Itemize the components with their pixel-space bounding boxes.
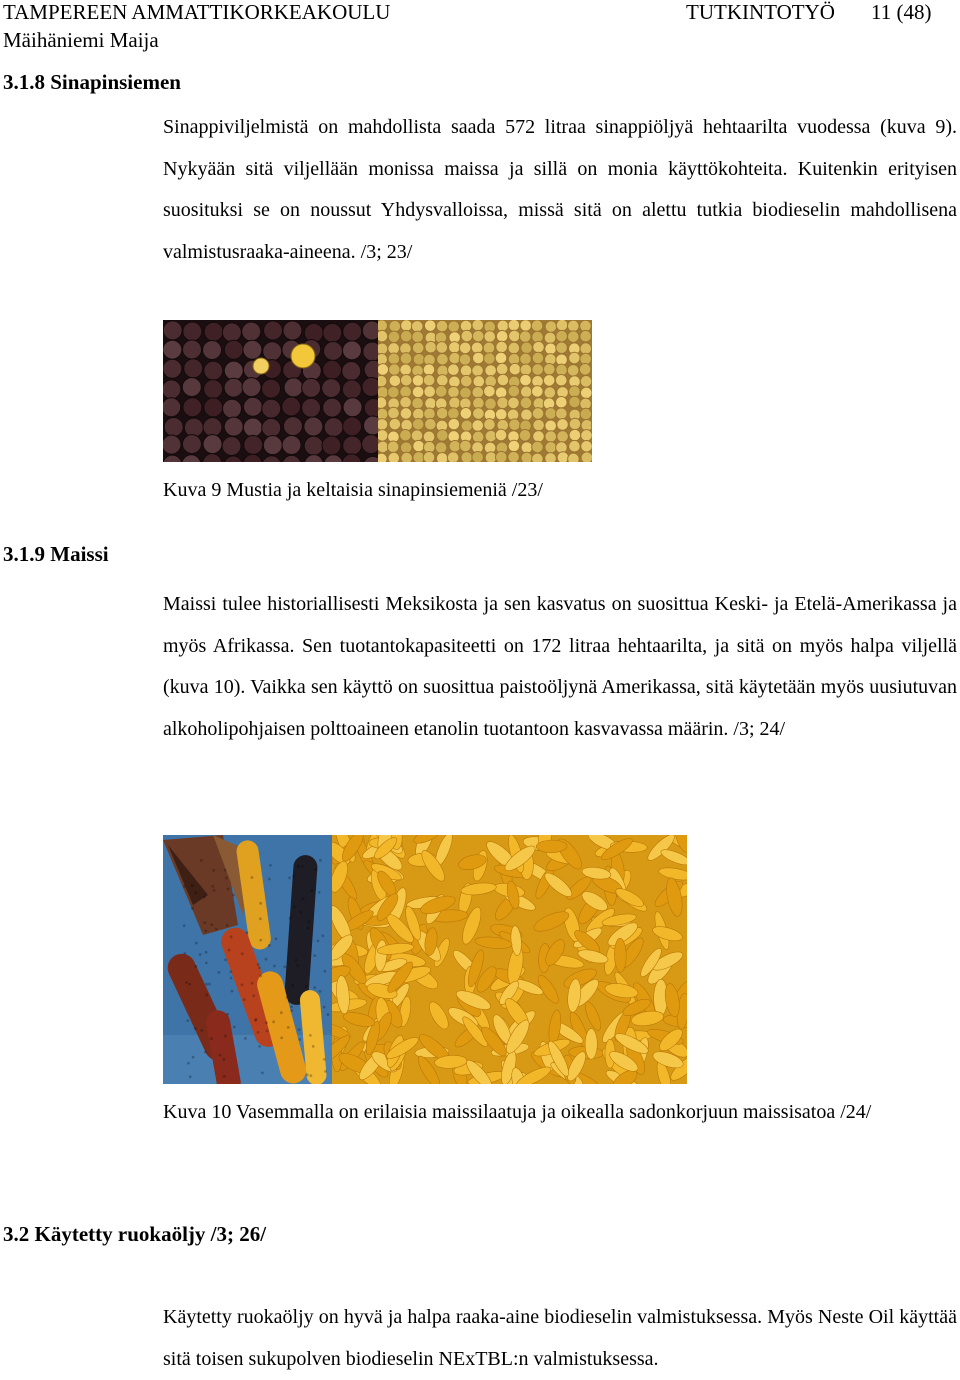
figure-9-caption: Kuva 9 Mustia ja keltaisia sinapinsiemeniä /23/ [163,470,957,512]
black-mustard-seeds-image [163,320,378,462]
header-author: Mäihäniemi Maija [3,28,159,53]
header-doc-type: TUTKINTOTYÖ [686,0,835,25]
header-institution: TAMPEREEN AMMATTIKORKEAKOULU [3,0,390,25]
corn-harvest-image [332,835,687,1084]
corn-varieties-image [163,835,332,1084]
figure-10-caption: Kuva 10 Vasemmalla on erilaisia maissilaatuja ja oikealla sadonkorjuun maissisatoa /24/ [163,1092,957,1134]
yellow-mustard-seeds-image [378,320,592,462]
section-heading-3-2: 3.2 Käytetty ruokaöljy /3; 26/ [3,1222,266,1247]
section-heading-3-1-9: 3.1.9 Maissi [3,542,109,567]
section-3-1-9-paragraph: Maissi tulee historiallisesti Meksikosta ja sen kasvatus on suosittua Keski- ja Etelä-Amerikassa ja myös Afrikassa. Sen tuotantokapasiteetti on 172 litraa hehtaarilta, ja sitä on myös halpa viljellä (kuva 10). Vaikka sen käyttö on suosittua paistoöljynä Amerikassa, sitä käytetään myös uusiutuvan alkoholipohjaisen polttoaineen etanolin tuotantoon kasvavassa määrin. /3; 24/ [163,584,957,750]
header-page-number: 11 (48) [871,0,931,25]
section-3-2-paragraph: Käytetty ruokaöljy on hyvä ja halpa raaka-aine biodieselin valmistuksessa. Myös Neste Oil käyttää sitä toisen sukupolven biodieselin NExTBL:n valmistuksessa. [163,1297,957,1380]
section-heading-3-1-8: 3.1.8 Sinapinsiemen [3,70,181,95]
section-3-1-8-paragraph: Sinappiviljelmistä on mahdollista saada 572 litraa sinappiöljyä hehtaarilta vuodessa (kuva 9). Nykyään sitä viljellään monissa maissa ja sillä on monia käyttökohteita. Kuitenkin erityisen suosituksi se on noussut Yhdysvalloissa, missä sitä on alettu tutkia biodieselin mahdollisena valmistusraaka-aineena. /3; 23/ [163,107,957,273]
